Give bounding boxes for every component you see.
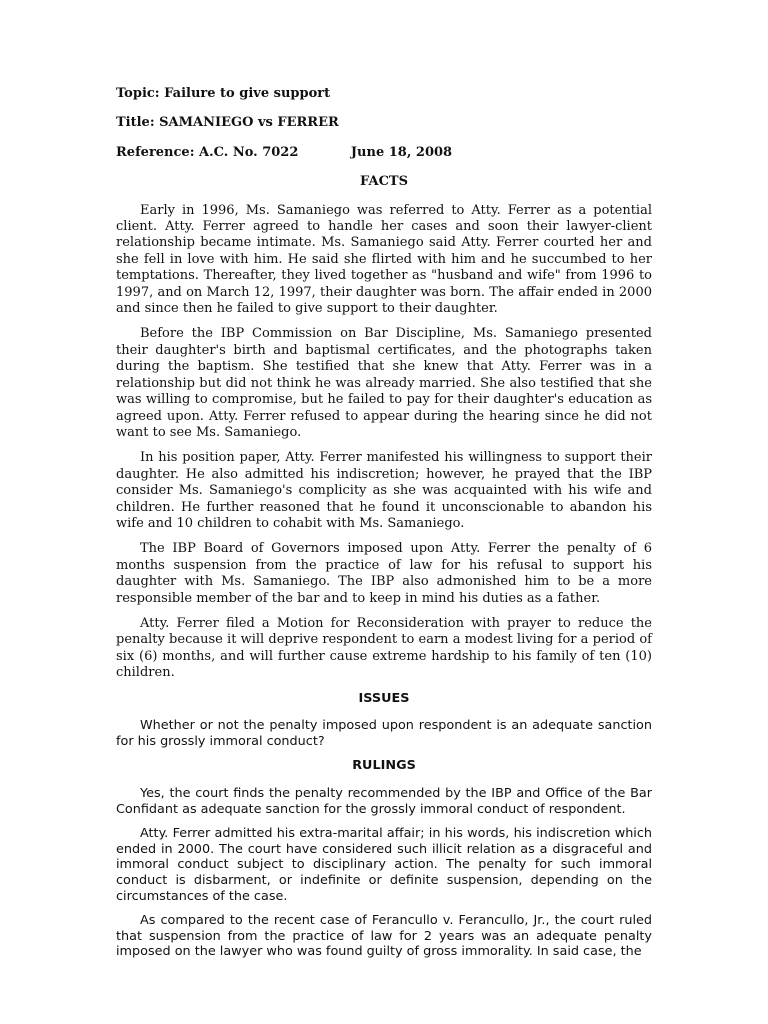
- reference-label: Reference:: [116, 144, 195, 160]
- rulings-section: [116, 758, 652, 960]
- reference-value: A.C. No. 7022: [199, 144, 299, 160]
- document-content: [116, 86, 652, 969]
- facts-paragraph: Before the IBP Commission on Bar Discipline, Ms. Samaniego presented their daughter's birth and baptismal certificates, and the photographs taken during the baptism. She testified that she knew that Atty. Ferrer was in a relationship but did not think he was already married. She also testified that she was willing to compromise, but he failed to pay for their daughter's education as agreed upon. Atty. Ferrer refused to appear during the hearing since he did not want to see Ms. Samaniego.: [116, 326, 652, 440]
- rulings-paragraph: Atty. Ferrer admitted his extra-marital affair; in his words, his indiscretion which ended in 2000. The court have considered such illicit relation as a disgraceful and immoral conduct subject to disciplinary action. The penalty for such immoral conduct is disbarment, or indefinite or definite suspension, depending on the circumstances of the case.: [116, 826, 652, 904]
- issues-heading: ISSUES: [358, 690, 410, 706]
- facts-heading: FACTS: [360, 174, 408, 190]
- facts-paragraph: The IBP Board of Governors imposed upon Atty. Ferrer the penalty of 6 months suspension from the practice of law for his refusal to support his daughter with Ms. Samaniego. The IBP also admonished him to be a more responsible member of the bar and to keep in mind his duties as a father.: [116, 541, 652, 606]
- facts-section: [116, 174, 652, 681]
- title-label: Title:: [116, 115, 155, 131]
- case-title: SAMANIEGO vs FERRER: [159, 115, 339, 131]
- reference-line: [116, 145, 652, 161]
- rulings-paragraph: As compared to the recent case of Ferancullo v. Ferancullo, Jr., the court ruled that suspension from the practice of law for 2 years was an adequate penalty imposed on the lawyer who was found guilty of gross immorality. In said case, the: [116, 913, 652, 960]
- rulings-paragraph: Yes, the court finds the penalty recommended by the IBP and Office of the Bar Confidant as adequate sanction for the grossly immoral conduct of respondent.: [116, 785, 652, 817]
- facts-paragraph: Early in 1996, Ms. Samaniego was referred to Atty. Ferrer as a potential client. Atty. Ferrer agreed to handle her cases and soon their lawyer-client relationship became intimate. Ms. Samaniego said Atty. Ferrer courted her and she fell in love with him. He said she flirted with him and he succumbed to her temptations. Thereafter, they lived together as "husband and wife" from 1996 to 1997, and on March 12, 1997, their daughter was born. The affair ended in 2000 and since then he failed to give support to their daughter.: [116, 202, 652, 317]
- topic-label: Topic:: [116, 86, 160, 101]
- facts-paragraph: Atty. Ferrer filed a Motion for Reconsideration with prayer to reduce the penalty because it will deprive respondent to earn a modest living for a period of six (6) months, and will further cause extreme hardship to his family of ten (10) children.: [116, 615, 652, 681]
- issues-section: [116, 691, 652, 750]
- rulings-heading: RULINGS: [352, 758, 416, 774]
- topic-line: [116, 86, 652, 102]
- issues-paragraph: Whether or not the penalty imposed upon respondent is an adequate sanction for his grossly immoral conduct?: [116, 718, 652, 749]
- title-line: [116, 115, 652, 131]
- facts-paragraph: In his position paper, Atty. Ferrer manifested his willingness to support their daughter. He also admitted his indiscretion; however, he prayed that the IBP consider Ms. Samaniego's complicity as she was acquainted with his wife and children. He further reasoned that he found it unconscionable to abandon his wife and 10 children to cohabit with Ms. Samaniego.: [116, 450, 652, 531]
- topic-value: Failure to give support: [164, 86, 331, 101]
- decision-date: June 18, 2008: [350, 144, 453, 160]
